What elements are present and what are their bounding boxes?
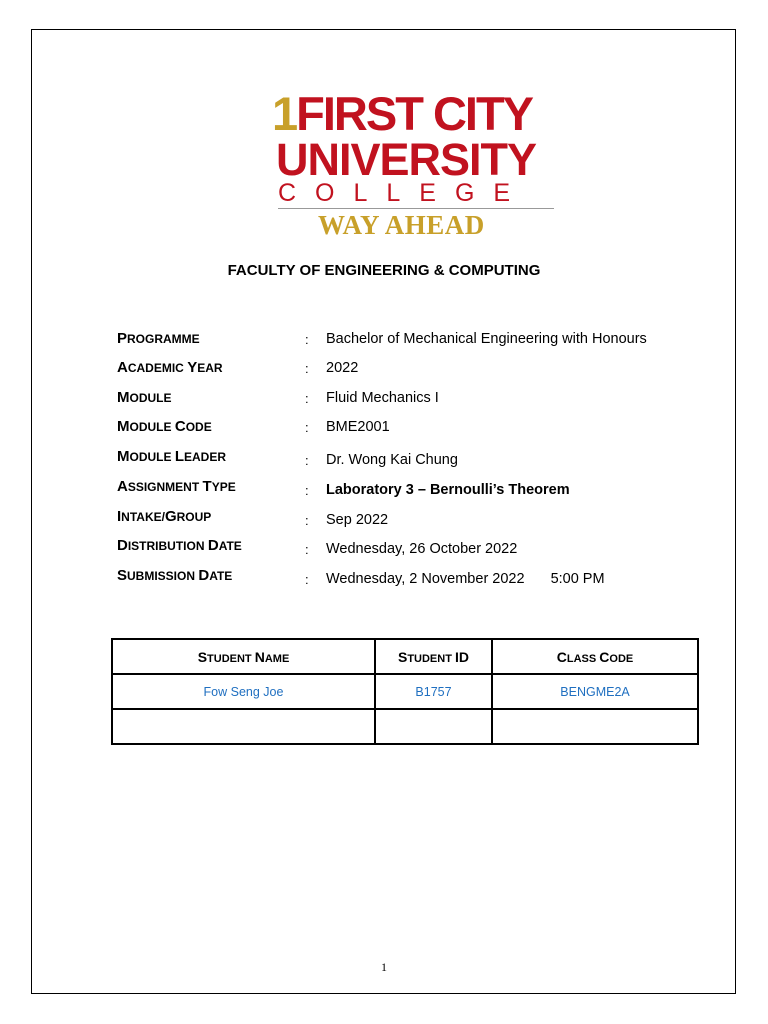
info-value-text: Fluid Mechanics I: [326, 390, 439, 406]
info-value: [326, 512, 388, 528]
info-value: [326, 482, 570, 498]
info-value-text: Laboratory 3 – Bernoulli’s Theorem: [326, 482, 570, 498]
logo-divider: [278, 208, 554, 209]
info-value-text: Sep 2022: [326, 512, 389, 528]
info-colon: :: [305, 572, 309, 587]
info-value: [326, 452, 458, 468]
info-colon: :: [305, 453, 309, 468]
info-value: [326, 541, 517, 557]
table-row: [112, 709, 698, 744]
info-value: [326, 571, 605, 587]
table-header-row: [112, 639, 698, 674]
header-class-code: CLASS CODE: [492, 639, 698, 674]
info-row: [117, 478, 697, 500]
info-colon: :: [305, 332, 309, 347]
submission-time: 5:00 PM: [550, 571, 605, 587]
info-colon: :: [305, 542, 309, 557]
info-row: [117, 537, 697, 559]
info-row: [117, 359, 697, 381]
info-value-text: Bachelor of Mechanical Engineering with Honours: [326, 331, 647, 347]
student-table: [111, 638, 699, 745]
info-value-text: Wednesday, 26 October 2022: [326, 541, 518, 557]
info-row: [117, 508, 697, 530]
info-label: PROGRAMME: [117, 330, 200, 347]
info-value: [326, 331, 647, 347]
university-logo: [272, 88, 568, 240]
header-student-name: STUDENT NAME: [112, 639, 375, 674]
info-value: [326, 419, 390, 435]
logo-line-college: COLLEGE: [278, 179, 530, 207]
cell-student-id: B1757: [375, 674, 492, 709]
info-colon: :: [305, 420, 309, 435]
info-value-text: 2022: [326, 360, 359, 376]
info-label: MODULE: [117, 389, 172, 406]
info-value-text: Dr. Wong Kai Chung: [326, 452, 458, 468]
info-row: [117, 389, 697, 411]
info-colon: :: [305, 513, 309, 528]
faculty-heading: FACULTY OF ENGINEERING & COMPUTING: [227, 262, 541, 279]
cell-student-name: Fow Seng Joe: [112, 674, 375, 709]
logo-line-university: UNIVERSITY: [276, 134, 537, 185]
info-label: DISTRIBUTION DATE: [117, 537, 242, 554]
info-row: [117, 330, 697, 352]
info-colon: :: [305, 483, 309, 498]
logo-line-way-ahead: WAY AHEAD: [318, 210, 485, 240]
info-colon: :: [305, 361, 309, 376]
info-label: MODULE LEADER: [117, 448, 227, 465]
info-label: ACADEMIC YEAR: [117, 359, 223, 376]
info-label: ASSIGNMENT TYPE: [117, 478, 236, 495]
info-value-text: Wednesday, 2 November 2022: [326, 571, 525, 587]
info-label: MODULE CODE: [117, 418, 212, 435]
page-number: 1: [381, 960, 387, 974]
cell-student-name: [112, 709, 375, 744]
info-row: [117, 418, 697, 440]
logo-digit: 1: [272, 87, 297, 140]
table-row: [112, 674, 698, 709]
info-value: [326, 390, 439, 406]
info-colon: :: [305, 391, 309, 406]
info-value: [326, 360, 358, 376]
cell-class-code: [492, 709, 698, 744]
logo-first-city-text: FIRST CITY: [296, 87, 533, 140]
info-value-text: BME2001: [326, 419, 390, 435]
info-label: SUBMISSION DATE: [117, 567, 233, 584]
info-row: [117, 448, 697, 470]
info-row: [117, 567, 697, 589]
cell-student-id: [375, 709, 492, 744]
header-student-id: STUDENT ID: [375, 639, 492, 674]
cell-class-code: BENGME2A: [492, 674, 698, 709]
logo-line-first-city: [272, 87, 533, 140]
info-label: INTAKE/GROUP: [117, 508, 212, 525]
